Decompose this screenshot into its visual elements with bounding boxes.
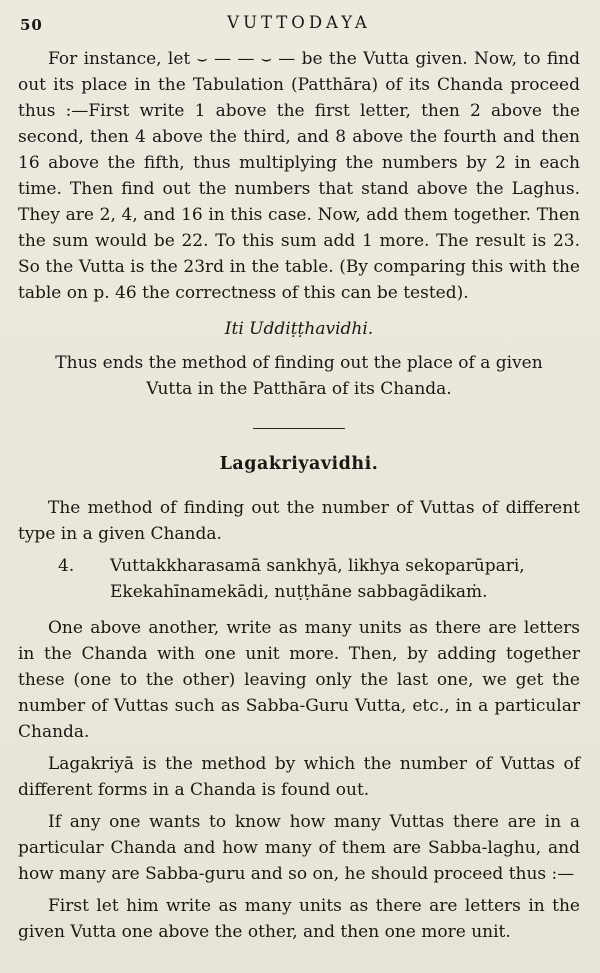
page-number: 50 xyxy=(20,16,43,34)
page-header xyxy=(18,10,580,34)
iti-udditthavidhi-line: Iti Uddiṭṭhavidhi. xyxy=(224,319,374,339)
running-title: VUTTODAYA xyxy=(227,13,371,32)
section-divider xyxy=(253,428,345,429)
paragraph-instance-example: For instance, let ⌣ — — ⌣ — be the Vutta given. Now, to find out its place in the Tabulation (Patthāra) of its Chanda proceed thus :—First write 1 above the first letter, then 2 above the second, then 4 above the third, and 8 above the fourth and then 16 above the fifth, thus multiplying the numbers by 2 in each time. Then find out the numbers that stand above the Laghus. They are 2, 4, and 16 in this case. Now, add them together. Then the sum would be 22. To this sum add 1 more. The result is 23. So the Vutta is the 23rd in the table. (By comparing this with the table on p. 46 the correctness of this can be tested). xyxy=(18,49,580,303)
paragraph-lagakriya-definition: Lagakriyā is the method by which the number of Vuttas of different forms in a Chanda is found out. xyxy=(18,754,580,800)
verse-number: 4. xyxy=(58,556,75,576)
paragraph-method-intro: The method of finding out the number of Vuttas of different type in a given Chanda. xyxy=(18,498,580,544)
verse-line-1 xyxy=(18,553,580,579)
closing-note: Thus ends the method of finding out the place of a given Vutta in the Patthāra of its Chanda. xyxy=(55,353,543,399)
verse-line-1-text: Vuttakkharasamā sankhyā, likhya sekoparūpari, xyxy=(110,556,525,576)
verse-block xyxy=(18,553,580,605)
paragraph-first-let-him: First let him write as many units as there are letters in the given Vutta one above the other, and then one more unit. xyxy=(18,896,580,942)
section-heading-lagakriyavidhi: Lagakriyavidhi. xyxy=(219,454,379,474)
paragraph-one-above-another: One above another, write as many units as there are letters in the Chanda with one unit more. Then, by adding together these (one to the other) leaving only the last one, we get the number of Vuttas such as Sabba-Guru Vutta, etc., in a particular Chanda. xyxy=(18,618,580,742)
paragraph-if-any-one: If any one wants to know how many Vuttas there are in a particular Chanda and how many of them are Sabba-laghu, and how many are Sabba-guru and so on, he should proceed thus :— xyxy=(18,812,580,884)
verse-line-2: Ekekahīnamekādi, nuṭṭhāne sabbagādikaṁ. xyxy=(110,582,488,602)
